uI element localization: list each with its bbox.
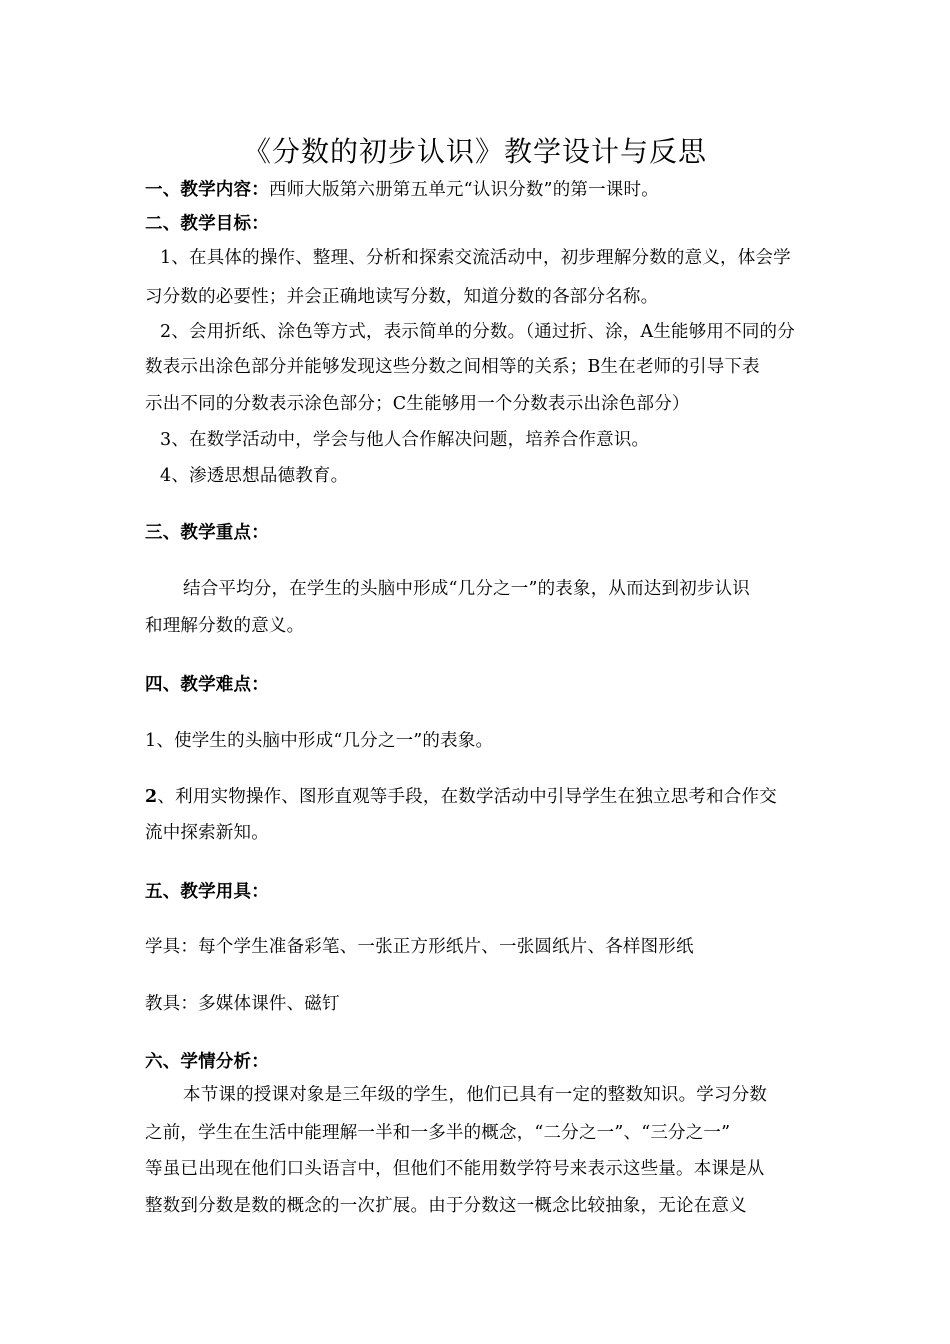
teacher-tools: 教具：多媒体课件、磁钉 — [145, 994, 340, 1014]
analysis-line: 整数到分数是数的概念的一次扩展。由于分数这一概念比较抽象，无论在意义 — [145, 1196, 747, 1216]
goal-line: 1、在具体的操作、整理、分析和探索交流活动中，初步理解分数的意义，体会学 — [160, 248, 791, 268]
document-title: 《分数的初步认识》教学设计与反思 — [242, 135, 707, 168]
goal-line: 3、在数学活动中，学会与他人合作解决问题，培养合作意识。 — [160, 430, 650, 450]
section-heading-difficulties: 四、教学难点： — [145, 675, 269, 695]
goal-line: 习分数的必要性；并会正确地读写分数，知道分数的各部分名称。 — [145, 287, 659, 307]
key-point-line: 结合平均分，在学生的头脑中形成“几分之一”的表象，从而达到初步认识 — [183, 579, 750, 599]
difficulty-item-2-number: 2 — [145, 787, 158, 807]
goal-line: 4、渗透思想品德教育。 — [160, 466, 349, 486]
difficulty-item-2 — [145, 785, 810, 809]
analysis-line: 等虽已出现在他们口头语言中，但他们不能用数学符号来表示这些量。本课是从 — [145, 1159, 765, 1179]
analysis-line: 之前，学生在生活中能理解一半和一多半的概念，“二分之一”、“三分之一” — [145, 1123, 731, 1143]
section-heading-tools: 五、教学用具： — [145, 882, 269, 902]
section-heading-content: 一、教学内容： — [145, 180, 269, 200]
goal-line: 示出不同的分数表示涂色部分；C生能够用一个分数表示出涂色部分） — [145, 394, 690, 414]
section-content — [145, 178, 810, 202]
analysis-line: 本节课的授课对象是三年级的学生，他们已具有一定的整数知识。学习分数 — [183, 1085, 768, 1105]
difficulty-item-2-text: 、利用实物操作、图形直观等手段，在数学活动中引导学生在独立思考和合作交 — [157, 787, 777, 807]
section-heading-analysis: 六、学情分析： — [145, 1052, 269, 1072]
content-text: 西师大版第六册第五单元“认识分数”的第一课时。 — [268, 180, 659, 200]
goal-line: 2、会用折纸、涂色等方式，表示简单的分数。（通过折、涂，A生能够用不同的分 — [160, 322, 795, 342]
section-heading-goals: 二、教学目标： — [145, 214, 269, 234]
goal-line: 数表示出涂色部分并能够发现这些分数之间相等的关系；B生在老师的引导下表 — [145, 357, 760, 377]
difficulty-line: 流中探索新知。 — [145, 823, 269, 843]
key-point-line: 和理解分数的意义。 — [145, 616, 305, 636]
section-heading-key-points: 三、教学重点： — [145, 523, 269, 543]
difficulty-item-1: 1、使学生的头脑中形成“几分之一”的表象。 — [145, 731, 494, 751]
student-tools: 学具：每个学生准备彩笔、一张正方形纸片、一张圆纸片、各样图形纸 — [145, 937, 694, 957]
